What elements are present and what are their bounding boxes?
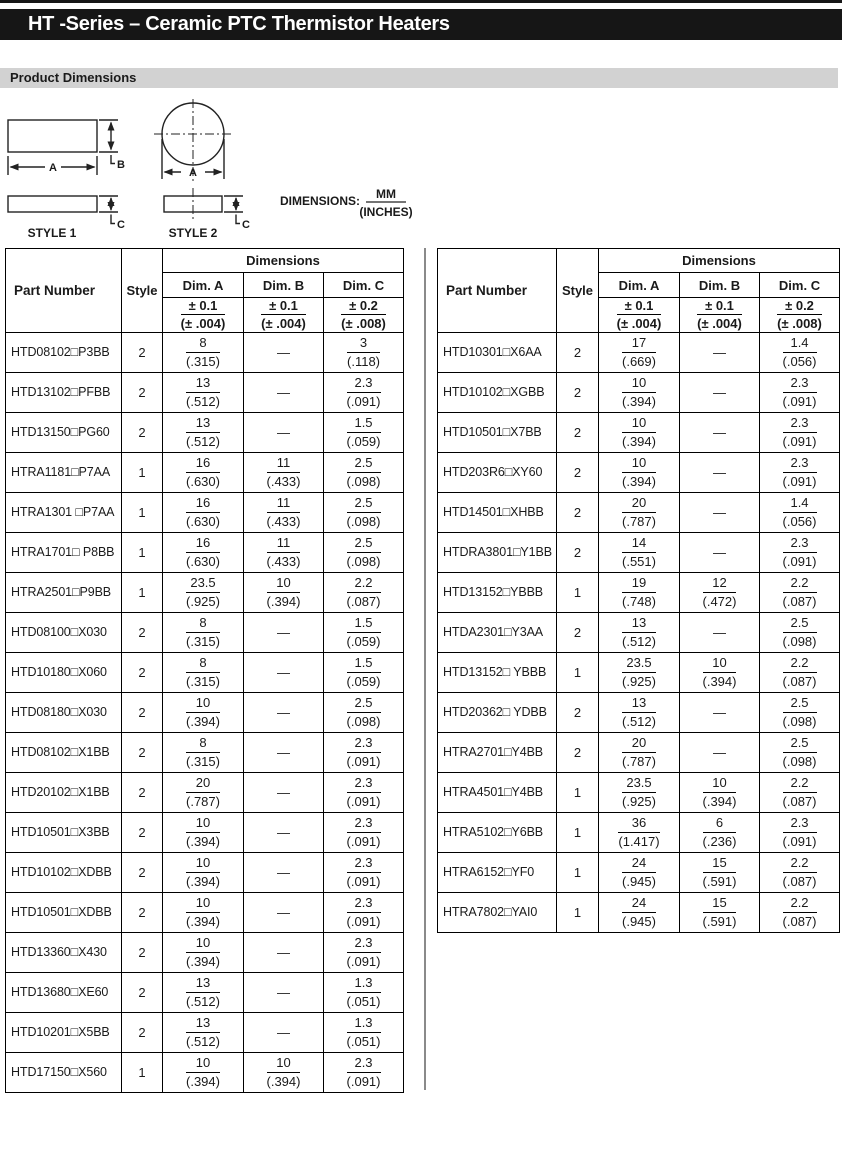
part-number-cell: HTDRA3801□Y1BB [438,532,557,572]
table-row [6,932,404,972]
dim-c-cell: $\frac{3}{(.118)}$ [324,332,404,372]
style-cell: 1 [557,772,599,812]
table-row [438,692,840,732]
part-number-cell: HTD10102□XGBB [438,372,557,412]
part-number-cell: HTRA1701□ P8BB [6,532,122,572]
style-cell: 1 [122,572,163,612]
dim-c-cell: $\frac{2.3}{(.091)}$ [760,452,840,492]
dim-c-cell: $\frac{2.3}{(.091)}$ [324,772,404,812]
style-cell: 2 [122,892,163,932]
dim-a-cell: $\frac{10}{(.394)}$ [163,692,244,732]
dim-a-cell: $\frac{23.5}{(.925)}$ [163,572,244,612]
column-header-dim-a: Dim. A [163,273,244,298]
style-cell: 2 [557,372,599,412]
style1-side-view [8,196,97,212]
column-header-dim-a: Dim. A [599,273,680,298]
style-cell: 2 [122,652,163,692]
style-cell: 1 [122,452,163,492]
section-title: Product Dimensions [0,68,838,88]
part-number-cell: HTD10501□X3BB [6,812,122,852]
dim-b-cell: — [244,652,324,692]
dim-c-cell: $\frac{2.5}{(.098)}$ [760,692,840,732]
dim-a-cell: $\frac{13}{(.512)}$ [163,372,244,412]
column-header-part-number: Part Number [438,249,557,333]
dim-c-cell: $\frac{2.5}{(.098)}$ [760,732,840,772]
dim-b-cell: — [244,612,324,652]
style-cell: 2 [557,732,599,772]
dim-b-cell: — [680,372,760,412]
dim-a-cell: $\frac{17}{(.669)}$ [599,332,680,372]
style-cell: 2 [122,852,163,892]
table-row [6,812,404,852]
units-inches-label: (INCHES) [359,205,413,219]
dim-a-label: A [189,167,197,179]
dim-a-cell: $\frac{8}{(.315)}$ [163,612,244,652]
dim-b-cell: — [244,852,324,892]
tolerance-dim-b: $\frac{\pm 0.1}{(\pm .004)}$ [244,298,324,333]
table-row [6,972,404,1012]
table-row [6,732,404,772]
dim-a-cell: $\frac{13}{(.512)}$ [163,972,244,1012]
tolerance-dim-a: $\frac{\pm 0.1}{(\pm .004)}$ [163,298,244,333]
dim-a-cell: $\frac{23.5}{(.925)}$ [599,772,680,812]
style-cell: 1 [557,852,599,892]
dim-a-cell: $\frac{8}{(.315)}$ [163,332,244,372]
dim-c-cell: $\frac{1.4}{(.056)}$ [760,492,840,532]
dim-a-cell: $\frac{10}{(.394)}$ [599,412,680,452]
style-cell: 2 [122,372,163,412]
dim-a-cell: $\frac{10}{(.394)}$ [163,1052,244,1092]
dim-a-cell: $\frac{16}{(.630)}$ [163,532,244,572]
dim-a-cell: $\frac{13}{(.512)}$ [599,692,680,732]
style-cell: 1 [557,652,599,692]
column-header-part-number: Part Number [6,249,122,333]
dim-b-cell: — [680,612,760,652]
dimensions-table-right [437,248,840,933]
table-row [438,772,840,812]
dim-a-cell: $\frac{16}{(.630)}$ [163,452,244,492]
dim-b-cell: — [244,932,324,972]
dim-c-cell: $\frac{2.3}{(.091)}$ [324,852,404,892]
part-number-cell: HTD08100□X030 [6,612,122,652]
dim-a-cell: $\frac{10}{(.394)}$ [163,892,244,932]
dim-c-cell: $\frac{1.3}{(.051)}$ [324,1012,404,1052]
dim-c-cell: $\frac{2.2}{(.087)}$ [324,572,404,612]
part-number-cell: HTD10501□X7BB [438,412,557,452]
part-number-cell: HTRA1301 □P7AA [6,492,122,532]
dim-b-cell: — [680,732,760,772]
column-header-dimensions: Dimensions [599,249,840,273]
style-cell: 2 [122,732,163,772]
dim-b-cell: — [680,692,760,732]
table-row [438,612,840,652]
tolerance-dim-c: $\frac{\pm 0.2}{(\pm .008)}$ [760,298,840,333]
page-title: HT -Series – Ceramic PTC Thermistor Heaters [0,9,842,40]
table-row [6,572,404,612]
dim-c-cell: $\frac{2.2}{(.087)}$ [760,572,840,612]
table-row [6,372,404,412]
product-dimensions-diagram [0,95,420,245]
style-cell: 1 [557,812,599,852]
table-row [438,412,840,452]
table-row [6,452,404,492]
centerlines [154,99,232,219]
dim-b-cell: $\frac{11}{(.433)}$ [244,452,324,492]
style1-top-view [8,120,97,152]
dim-a-cell: $\frac{24}{(.945)}$ [599,852,680,892]
dim-b-cell: $\frac{15}{(.591)}$ [680,852,760,892]
dim-c-cell: $\frac{2.2}{(.087)}$ [760,772,840,812]
dim-b-cell: — [680,492,760,532]
table-row [6,1052,404,1092]
part-number-cell: HTD20102□X1BB [6,772,122,812]
dim-a-cell: $\frac{13}{(.512)}$ [599,612,680,652]
style-cell: 2 [122,772,163,812]
table-row [6,612,404,652]
column-header-dim-c: Dim. C [760,273,840,298]
dim-c-cell: $\frac{2.3}{(.091)}$ [760,532,840,572]
style-cell: 2 [122,972,163,1012]
part-number-cell: HTD10102□XDBB [6,852,122,892]
dim-b-cell: — [244,692,324,732]
dim-a-cell: $\frac{8}{(.315)}$ [163,732,244,772]
style-cell: 2 [122,692,163,732]
style-cell: 2 [557,692,599,732]
part-number-cell: HTRA5102□Y6BB [438,812,557,852]
table-body [438,332,840,932]
dim-b-cell: — [244,1012,324,1052]
dim-c-cell: $\frac{2.3}{(.091)}$ [760,372,840,412]
style1-label: STYLE 1 [27,226,77,240]
part-number-cell: HTD08102□X1BB [6,732,122,772]
style-cell: 2 [122,812,163,852]
part-number-cell: HTD08180□X030 [6,692,122,732]
style-cell: 2 [557,412,599,452]
part-number-cell: HTRA2501□P9BB [6,572,122,612]
table-row [6,692,404,732]
dim-c-label: C [242,219,250,231]
column-header-dim-b: Dim. B [680,273,760,298]
dim-a-cell: $\frac{10}{(.394)}$ [163,852,244,892]
table-row [438,852,840,892]
dim-c-cell: $\frac{1.3}{(.051)}$ [324,972,404,1012]
dim-a-cell: $\frac{16}{(.630)}$ [163,492,244,532]
part-number-cell: HTD13102□PFBB [6,372,122,412]
dim-a-cell: $\frac{8}{(.315)}$ [163,652,244,692]
table-row [438,492,840,532]
dim-c-cell: $\frac{2.5}{(.098)}$ [324,452,404,492]
dim-b-cell: $\frac{10}{(.394)}$ [244,1052,324,1092]
column-header-dimensions: Dimensions [163,249,404,273]
style-cell: 2 [557,492,599,532]
dim-b-cell: — [244,372,324,412]
dim-b-cell: $\frac{6}{(.236)}$ [680,812,760,852]
dim-c-cell: $\frac{2.3}{(.091)}$ [760,412,840,452]
dim-b-label: B [117,159,125,171]
dim-a-cell: $\frac{24}{(.945)}$ [599,892,680,932]
part-number-cell: HTDA2301□Y3AA [438,612,557,652]
part-number-cell: HTD17150□X560 [6,1052,122,1092]
style-cell: 1 [557,572,599,612]
style-cell: 2 [557,532,599,572]
part-number-cell: HTD13150□PG60 [6,412,122,452]
part-number-cell: HTD10301□X6AA [438,332,557,372]
part-number-cell: HTD13360□X430 [6,932,122,972]
style-cell: 1 [557,892,599,932]
part-number-cell: HTD10501□XDBB [6,892,122,932]
table-row [6,412,404,452]
tolerance-dim-c: $\frac{\pm 0.2}{(\pm .008)}$ [324,298,404,333]
style2-label: STYLE 2 [168,226,218,240]
units-mm-label: MM [376,187,396,201]
dim-c-cell: $\frac{2.3}{(.091)}$ [760,812,840,852]
table-row [438,332,840,372]
dim-b-cell: — [244,972,324,1012]
part-number-cell: HTD14501□XHBB [438,492,557,532]
tolerance-dim-a: $\frac{\pm 0.1}{(\pm .004)}$ [599,298,680,333]
dim-a-cell: $\frac{20}{(.787)}$ [163,772,244,812]
top-rule [0,0,842,3]
dim-b-cell: $\frac{10}{(.394)}$ [680,772,760,812]
diagram-svg [0,95,420,245]
table-row [438,372,840,412]
style-cell: 2 [122,932,163,972]
dim-a-cell: $\frac{14}{(.551)}$ [599,532,680,572]
dim-a-cell: $\frac{20}{(.787)}$ [599,492,680,532]
dim-a-cell: $\frac{10}{(.394)}$ [163,812,244,852]
column-header-style: Style [122,249,163,333]
dim-b-cell: $\frac{11}{(.433)}$ [244,492,324,532]
table-row [6,852,404,892]
dim-a-cell: $\frac{19}{(.748)}$ [599,572,680,612]
column-header-style: Style [557,249,599,333]
dim-c-cell: $\frac{1.4}{(.056)}$ [760,332,840,372]
style-cell: 2 [122,412,163,452]
table-divider [424,248,426,1090]
dim-b-cell: — [244,812,324,852]
dim-b-cell: — [244,332,324,372]
dim-b-cell: — [680,532,760,572]
dim-c-cell: $\frac{2.3}{(.091)}$ [324,932,404,972]
table-row [438,732,840,772]
dim-a-label: A [49,162,57,174]
table-row [438,572,840,612]
dim-b-cell: $\frac{10}{(.394)}$ [244,572,324,612]
dim-c-cell: $\frac{2.3}{(.091)}$ [324,892,404,932]
style-cell: 2 [557,452,599,492]
column-header-dim-b: Dim. B [244,273,324,298]
style-cell: 2 [557,332,599,372]
part-number-cell: HTRA4501□Y4BB [438,772,557,812]
table-row [438,452,840,492]
table-row [6,772,404,812]
dim-b-cell: — [244,412,324,452]
dim-b-cell: — [680,332,760,372]
dim-a-cell: $\frac{10}{(.394)}$ [163,932,244,972]
table-row [6,1012,404,1052]
dim-c-cell: $\frac{1.5}{(.059)}$ [324,652,404,692]
table-row [6,532,404,572]
dim-b-cell: $\frac{10}{(.394)}$ [680,652,760,692]
dim-a-cell: $\frac{20}{(.787)}$ [599,732,680,772]
part-number-cell: HTRA6152□YF0 [438,852,557,892]
table-body [6,332,404,1092]
dim-c-cell: $\frac{2.2}{(.087)}$ [760,652,840,692]
dim-b-cell: $\frac{15}{(.591)}$ [680,892,760,932]
dim-b-cell: $\frac{11}{(.433)}$ [244,532,324,572]
part-number-cell: HTD13152□ YBBB [438,652,557,692]
dim-a-cell: $\frac{10}{(.394)}$ [599,452,680,492]
part-number-cell: HTD10201□X5BB [6,1012,122,1052]
style-cell: 2 [557,612,599,652]
table-row [6,492,404,532]
dim-a-cell: $\frac{10}{(.394)}$ [599,372,680,412]
table-row [6,332,404,372]
dim-c-cell: $\frac{2.5}{(.098)}$ [324,532,404,572]
dim-c-cell: $\frac{2.5}{(.098)}$ [324,692,404,732]
dim-a-cell: $\frac{36}{(1.417)}$ [599,812,680,852]
dimensions-caption: DIMENSIONS: [280,194,361,208]
tolerance-dim-b: $\frac{\pm 0.1}{(\pm .004)}$ [680,298,760,333]
dim-c-cell: $\frac{2.5}{(.098)}$ [324,492,404,532]
dim-c-cell: $\frac{2.3}{(.091)}$ [324,1052,404,1092]
part-number-cell: HTD20362□ YDBB [438,692,557,732]
table-row [6,892,404,932]
dimensions-table-left [5,248,404,1093]
style-cell: 2 [122,332,163,372]
part-number-cell: HTD13680□XE60 [6,972,122,1012]
dim-b-cell: — [680,452,760,492]
dim-a-cell: $\frac{13}{(.512)}$ [163,412,244,452]
dim-c-cell: $\frac{1.5}{(.059)}$ [324,412,404,452]
style-cell: 1 [122,1052,163,1092]
dim-c-cell: $\frac{2.2}{(.087)}$ [760,892,840,932]
dim-c-cell: $\frac{2.3}{(.091)}$ [324,732,404,772]
part-number-cell: HTD10180□X060 [6,652,122,692]
dim-c-cell: $\frac{1.5}{(.059)}$ [324,612,404,652]
table-row [438,652,840,692]
table-row [438,532,840,572]
dim-c-label: C [117,219,125,231]
dim-c-cell: $\frac{2.3}{(.091)}$ [324,812,404,852]
dim-b-cell: — [244,772,324,812]
part-number-cell: HTD08102□P3BB [6,332,122,372]
part-number-cell: HTRA7802□YAI0 [438,892,557,932]
part-number-cell: HTD13152□YBBB [438,572,557,612]
dim-c-cell: $\frac{2.2}{(.087)}$ [760,852,840,892]
dim-b-cell: $\frac{12}{(.472)}$ [680,572,760,612]
table-row [438,892,840,932]
part-number-cell: HTRA1181□P7AA [6,452,122,492]
dim-c-cell: $\frac{2.3}{(.091)}$ [324,372,404,412]
table-row [438,812,840,852]
dim-c-cell: $\frac{2.5}{(.098)}$ [760,612,840,652]
dim-b-cell: — [244,892,324,932]
dim-a-cell: $\frac{23.5}{(.925)}$ [599,652,680,692]
part-number-cell: HTRA2701□Y4BB [438,732,557,772]
part-number-cell: HTD203R6□XY60 [438,452,557,492]
style-cell: 2 [122,1012,163,1052]
style-cell: 1 [122,492,163,532]
dim-b-cell: — [680,412,760,452]
style-cell: 2 [122,612,163,652]
style-cell: 1 [122,532,163,572]
dim-a-cell: $\frac{13}{(.512)}$ [163,1012,244,1052]
table-row [6,652,404,692]
dim-b-cell: — [244,732,324,772]
column-header-dim-c: Dim. C [324,273,404,298]
